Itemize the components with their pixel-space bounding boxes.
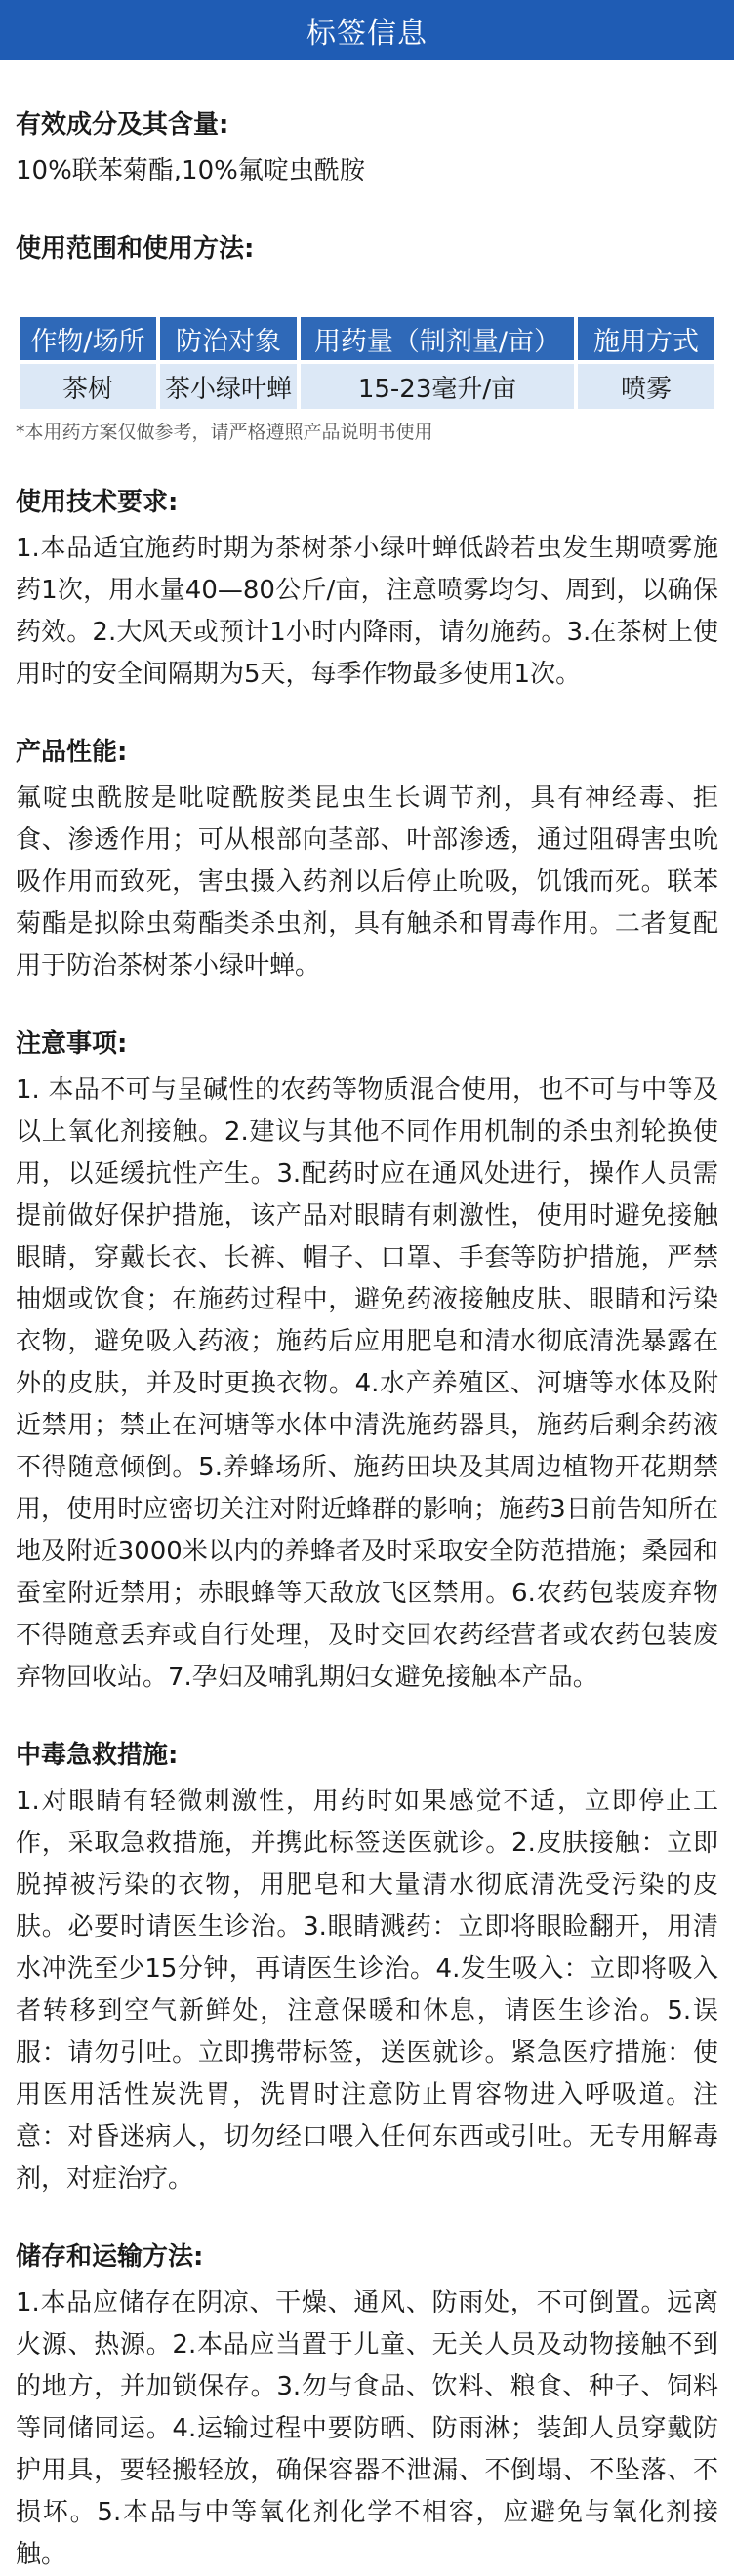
label-content — [0, 107, 734, 2576]
header-bar — [0, 0, 734, 60]
usage-table-wrap — [16, 313, 718, 446]
technical-text: 1.本品适宜施药时期为茶树茶小绿叶蝉低龄若虫发生期喷雾施药1次，用水量40—80公斤/亩，注意喷雾均匀、周到，以确保药效。2.大风天或预计1小时内降雨，请勿施药。3.在茶树上使用时的安全间隔期为5天，每季作物最多使用1次。 — [16, 534, 718, 689]
cell-dosage: 15-23毫升/亩 — [301, 364, 574, 409]
firstaid-title: 中毒急救措施: — [16, 1741, 179, 1770]
header-target: 防治对象 — [160, 317, 297, 360]
table-row — [20, 364, 714, 409]
scope-title: 使用范围和使用方法: — [16, 234, 255, 263]
ingredients-title: 有效成分及其含量: — [16, 110, 229, 140]
technical-title: 使用技术要求: — [16, 488, 179, 517]
precautions-title: 注意事项: — [16, 1029, 128, 1059]
cell-target: 茶小绿叶蝉 — [160, 364, 297, 409]
table-header-row — [20, 317, 714, 360]
storage-text: 1.本品应储存在阴凉、干燥、通风、防雨处，不可倒置。远离火源、热源。2.本品应当置于儿童、无关人员及动物接触不到的地方，并加锁保存。3.勿与食品、饮料、粮食、种子、饲料等同储同运。4.运输过程中要防晒、防雨淋；装卸人员穿戴防护用具，要轻搬轻放，确保容器不泄漏、不倒塌、不坠落、不损坏。5.本品与中等氧化剂化学不相容，应避免与氧化剂接触。 — [16, 2288, 718, 2569]
page-title: 标签信息 — [306, 17, 428, 51]
cell-crop: 茶树 — [20, 364, 156, 409]
header-dosage: 用药量（制剂量/亩） — [301, 317, 574, 360]
storage-title: 储存和运输方法: — [16, 2242, 204, 2272]
performance-title: 产品性能: — [16, 738, 128, 767]
table-note: *本用药方案仅做参考，请严格遵照产品说明书使用 — [16, 422, 433, 443]
performance-text: 氟啶虫酰胺是吡啶酰胺类昆虫生长调节剂，具有神经毒、拒食、渗透作用；可从根部向茎部、叶部渗透，通过阻碍害虫吮吸作用而致死，害虫摄入药剂以后停止吮吸，饥饿而死。联苯菊酯是拟除虫菊酯类杀虫剂，具有触杀和胃毒作用。二者复配用于防治茶树茶小绿叶蝉。 — [16, 784, 718, 981]
ingredients-text: 10%联苯菊酯,10%氟啶虫酰胺 — [16, 156, 365, 185]
header-crop: 作物/场所 — [20, 317, 156, 360]
usage-table — [16, 313, 718, 413]
cell-method: 喷雾 — [578, 364, 714, 409]
firstaid-text: 1.对眼睛有轻微刺激性，用药时如果感觉不适，立即停止工作，采取急救措施，并携此标签送医就诊。2.皮肤接触：立即脱掉被污染的衣物，用肥皂和大量清水彻底清洗受污染的皮肤。必要时请医生诊治。3.眼睛溅药：立即将眼睑翻开，用清水冲洗至少15分钟，再请医生诊治。4.发生吸入：立即将吸入者转移到空气新鲜处，注意保暖和休息，请医生诊治。5.误服：请勿引吐。立即携带标签，送医就诊。紧急医疗措施：使用医用活性炭洗胃，洗胃时注意防止胃容物进入呼吸道。注意：对昏迷病人，切勿经口喂入任何东西或引吐。无专用解毒剂，对症治疗。 — [16, 1787, 718, 2194]
precautions-text: 1. 本品不可与呈碱性的农药等物质混合使用，也不可与中等及以上氧化剂接触。2.建议与其他不同作用机制的杀虫剂轮换使用，以延缓抗性产生。3.配药时应在通风处进行，操作人员需提前做好保护措施，该产品对眼睛有刺激性，使用时避免接触眼睛，穿戴长衣、长裤、帽子、口罩、手套等防护措施，严禁抽烟或饮食；在施药过程中，避免药液接触皮肤、眼睛和污染衣物，避免吸入药液；施药后应用肥皂和清水彻底清洗暴露在外的皮肤，并及时更换衣物。4.水产养殖区、河塘等水体及附近禁用；禁止在河塘等水体中清洗施药器具，施药后剩余药液不得随意倾倒。5.养蜂场所、施药田块及其周边植物开花期禁用，使用时应密切关注对附近蜂群的影响；施药3日前告知所在地及附近3000米以内的养蜂者及时采取安全防范措施；桑园和蚕室附近禁用；赤眼蜂等天敌放飞区禁用。6.农药包装废弃物不得随意丢弃或自行处理，及时交回农药经营者或农药包装废弃物回收站。7.孕妇及哺乳期妇女避免接触本产品。 — [16, 1075, 718, 1692]
header-method: 施用方式 — [578, 317, 714, 360]
